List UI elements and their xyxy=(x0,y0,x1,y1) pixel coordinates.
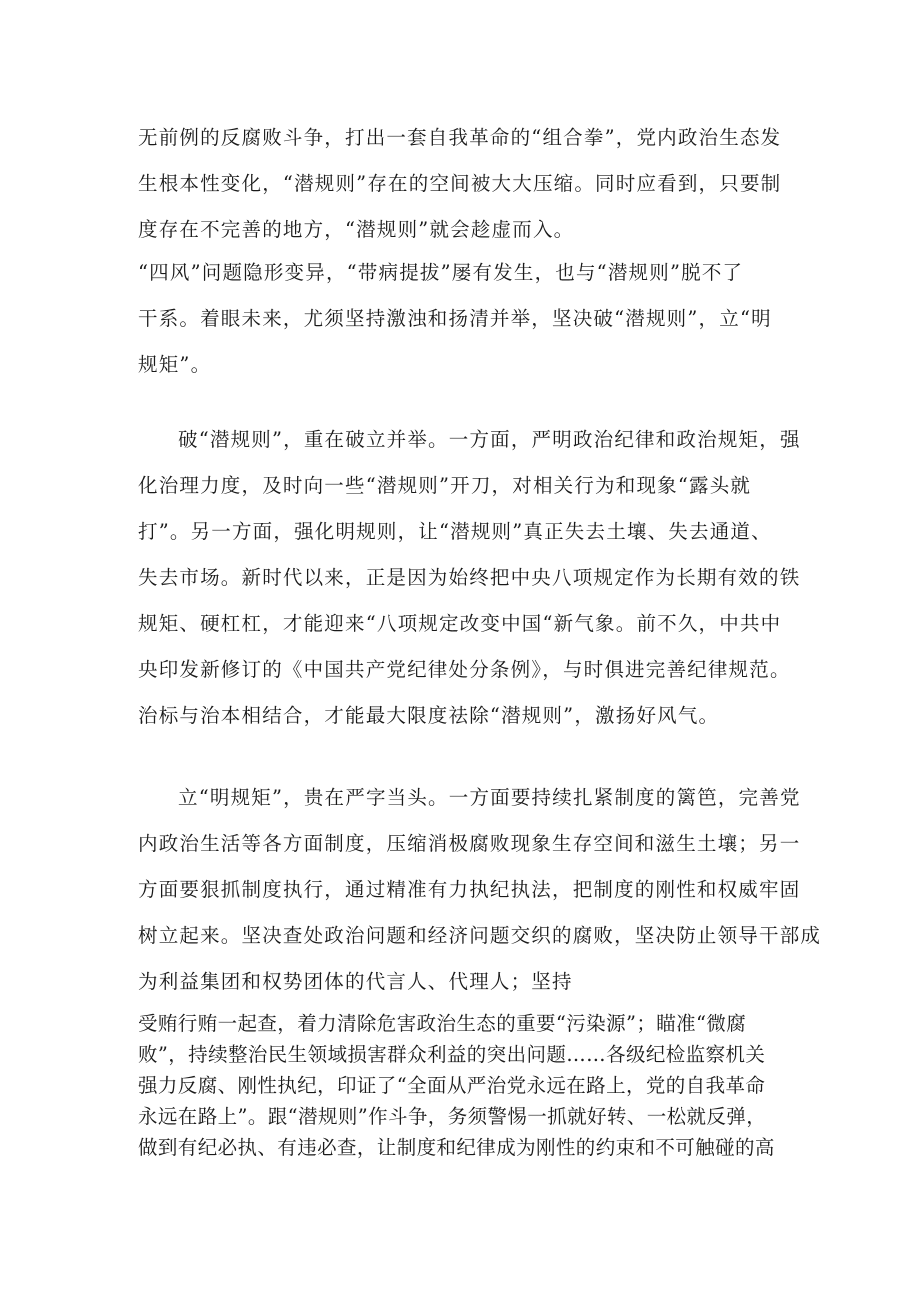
text-line: 内政治生活等各方面制度，压缩消极腐败现象生存空间和滋生土壤；另一 xyxy=(138,832,801,855)
paragraph-1 xyxy=(138,115,788,253)
text-line: 破“潜规则”，重在破立并举。一方面，严明政治纪律和政治规矩，强 xyxy=(178,428,801,451)
paragraph-2 xyxy=(138,250,788,388)
text-line: 受贿行贿一起查，着力清除危害政治生态的重要“污染源”；瞄准“微腐 xyxy=(138,1012,747,1035)
text-line: “四风”问题隐形变异，“带病提拔”屡有发生，也与“潜规则”脱不了 xyxy=(138,261,744,284)
text-line: 度存在不完善的地方，“潜规则”就会趁虚而入。 xyxy=(138,218,575,241)
text-line: 央印发新修订的《中国共产党纪律处分条例》，与时俱进完善纪律规范。 xyxy=(138,658,791,681)
paragraph-5 xyxy=(138,1008,794,1163)
text-line: 败”，持续整治民生领域损害群众利益的突出问题……各级纪检监察机关 xyxy=(138,1043,766,1066)
text-line: 失去市场。新时代以来，正是因为始终把中央八项规定作为长期有效的铁 xyxy=(138,566,801,589)
text-line: 生根本性变化，“潜规则”存在的空间被大大压缩。同时应看到，只要制 xyxy=(138,172,782,195)
text-line: 永远在路上”。跟“潜规则”作斗争，务须警惕一抓就好转、一松就反弹， xyxy=(138,1105,767,1128)
text-line: 方面要狠抓制度执行，通过精准有力执纪执法，把制度的刚性和权威牢固 xyxy=(138,878,801,901)
text-line: 治标与治本相结合，才能最大限度祛除“潜规则”，激扬好风气。 xyxy=(138,704,720,727)
text-line: 为利益集团和权势团体的代言人、代理人；坚持 xyxy=(138,970,573,993)
paragraph-3 xyxy=(138,417,801,739)
paragraph-4 xyxy=(138,775,822,1005)
text-line: 立“明规矩”，贵在严字当头。一方面要持续扎紧制度的篱笆，完善党 xyxy=(178,786,801,809)
text-line: 化治理力度，及时向一些“潜规则”开刀，对相关行为和现象“露头就 xyxy=(138,474,752,497)
text-line: 树立起来。坚决查处政治问题和经济问题交织的腐败，坚决防止领导干部成 xyxy=(138,924,822,947)
text-line: 无前例的反腐败斗争，打出一套自我革命的“组合拳”，党内政治生态发 xyxy=(138,126,782,149)
text-line: 强力反腐、刚性执纪，印证了“全面从严治党永远在路上，党的自我革命 xyxy=(138,1074,766,1097)
text-line: 干系。着眼未来，尤须坚持激浊和扬清并举，坚决破“潜规则”，立“明 xyxy=(138,307,772,330)
text-line: 做到有纪必执、有违必查，让制度和纪律成为刚性的约束和不可触碰的高 xyxy=(138,1136,775,1159)
text-line: 打”。另一方面，强化明规则，让“潜规则”真正失去土壤、失去通道、 xyxy=(138,520,772,543)
text-line: 规矩”。 xyxy=(138,353,212,376)
text-line: 规矩、硬杠杠，才能迎来“八项规定改变中国“新气象。前不久，中共中 xyxy=(138,612,782,635)
